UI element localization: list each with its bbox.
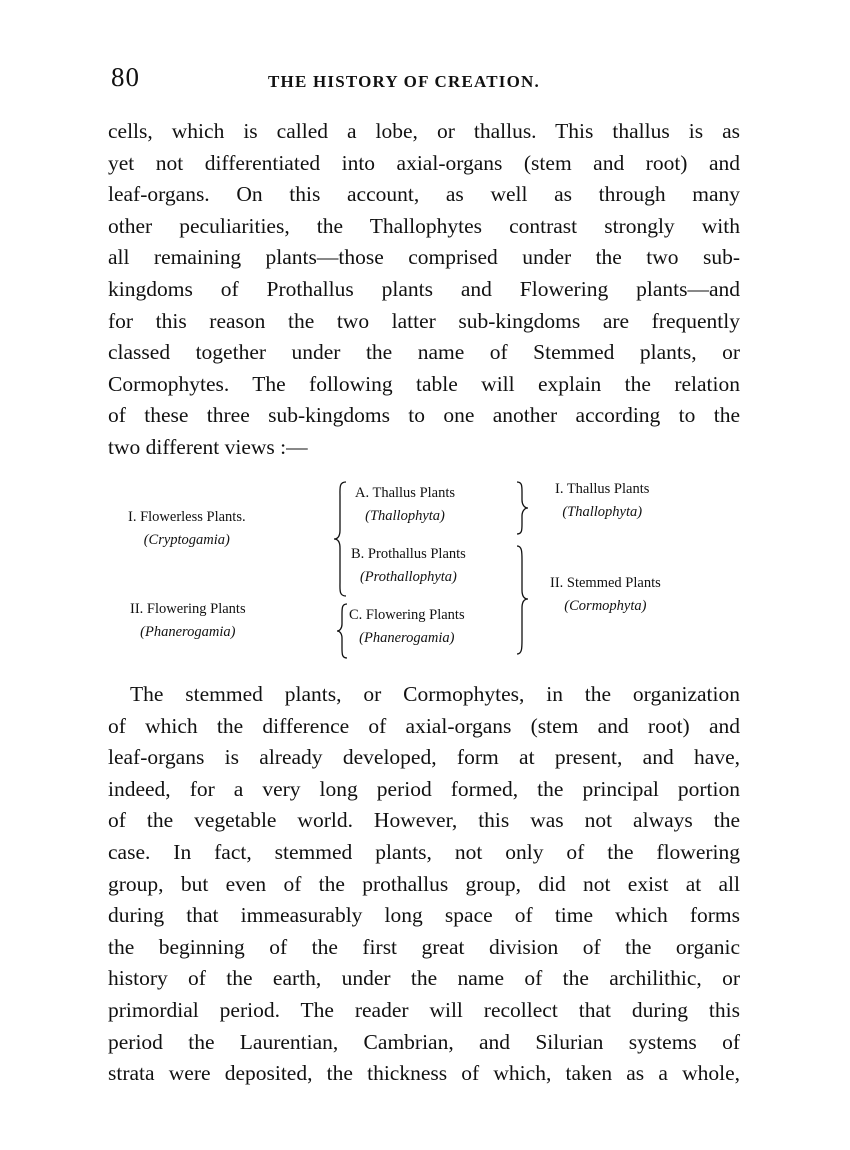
text-line: leaf-organs. On this account, as well as through many — [108, 182, 740, 207]
text-line: history of the earth, under the name of the archilithic, or — [108, 966, 740, 991]
running-head: THE HISTORY OF CREATION. — [268, 72, 540, 91]
entry-latin: (Cormophyta) — [564, 598, 647, 614]
entry-name: II. Flowering Plants — [130, 601, 246, 617]
entry-name: C. Flowering Plants — [349, 607, 465, 623]
entry-name: B. Prothallus Plants — [351, 546, 466, 562]
entry-latin: (Phanerogamia) — [140, 624, 236, 640]
text-line: all remaining plants—those comprised under the two sub- — [108, 245, 740, 270]
text-line: leaf-organs is already developed, form at present, and have, — [108, 745, 740, 770]
entry-latin: (Thallophyta) — [365, 508, 445, 524]
table-entry-stemmed — [550, 572, 661, 618]
paragraph — [108, 679, 740, 1090]
text-line: the beginning of the first great division of the organic — [108, 934, 740, 959]
table-entry-flowering-left — [130, 598, 246, 644]
text-line: indeed, for a very long period formed, the principal portion — [108, 776, 740, 801]
entry-latin: (Cryptogamia) — [143, 532, 230, 548]
text-line: of the vegetable world. However, this was not always the — [108, 808, 740, 833]
text-line: yet not differentiated into axial-organs (stem and root) and — [108, 150, 740, 175]
entry-latin: (Prothallophyta) — [359, 569, 457, 585]
text-line: during that immeasurably long space of time which forms — [108, 903, 740, 928]
text-line: group, but even of the prothallus group, did not exist at all — [108, 871, 740, 896]
text-line: cells, which is called a lobe, or thallus. This thallus is as — [108, 119, 740, 143]
entry-name: I. Thallus Plants — [555, 481, 650, 497]
text-line: case. In fact, stemmed plants, not only of the flowering — [108, 839, 740, 864]
left-brace-flowering — [335, 602, 349, 660]
page-number: 80 — [111, 62, 140, 92]
classification-table — [0, 470, 850, 670]
table-entry-flowering-middle — [349, 604, 465, 650]
text-line: other peculiarities, the Thallophytes contrast strongly with — [108, 213, 740, 238]
table-entry-thallus-right — [555, 478, 649, 524]
text-line: two different views :— — [108, 434, 308, 459]
text-line: strata were deposited, the thickness of which, taken as a whole, — [108, 1061, 740, 1086]
table-entry-prothallus — [351, 543, 466, 589]
entry-latin: (Thallophyta) — [562, 504, 643, 520]
text-line: classed together under the name of Stemmed plants, or — [108, 340, 740, 365]
table-entry-thallus — [355, 482, 455, 528]
entry-name: I. Flowerless Plants. — [128, 509, 246, 525]
text-line: for this reason the two latter sub-kingdoms are frequently — [108, 308, 740, 333]
text-line: The stemmed plants, or Cormophytes, in the organization — [130, 682, 740, 706]
text-line: of these three sub-kingdoms to one another according to the — [108, 403, 740, 428]
table-entry-flowerless — [128, 506, 246, 552]
text-line: of which the difference of axial-organs (stem and root) and — [108, 713, 740, 738]
text-line: kingdoms of Prothallus plants and Flowering plants—and — [108, 276, 740, 301]
left-brace-flowerless — [332, 480, 348, 598]
text-line: primordial period. The reader will recollect that during this — [108, 997, 740, 1022]
right-brace-stemmed — [515, 544, 531, 656]
text-line: Cormophytes. The following table will explain the relation — [108, 371, 740, 396]
paragraph — [108, 116, 740, 464]
text-line: period the Laurentian, Cambrian, and Silurian systems of — [108, 1029, 740, 1054]
entry-latin: (Phanerogamia) — [359, 630, 455, 646]
entry-name: II. Stemmed Plants — [550, 575, 661, 591]
entry-name: A. Thallus Plants — [355, 485, 456, 501]
right-brace-thallus — [515, 480, 531, 536]
